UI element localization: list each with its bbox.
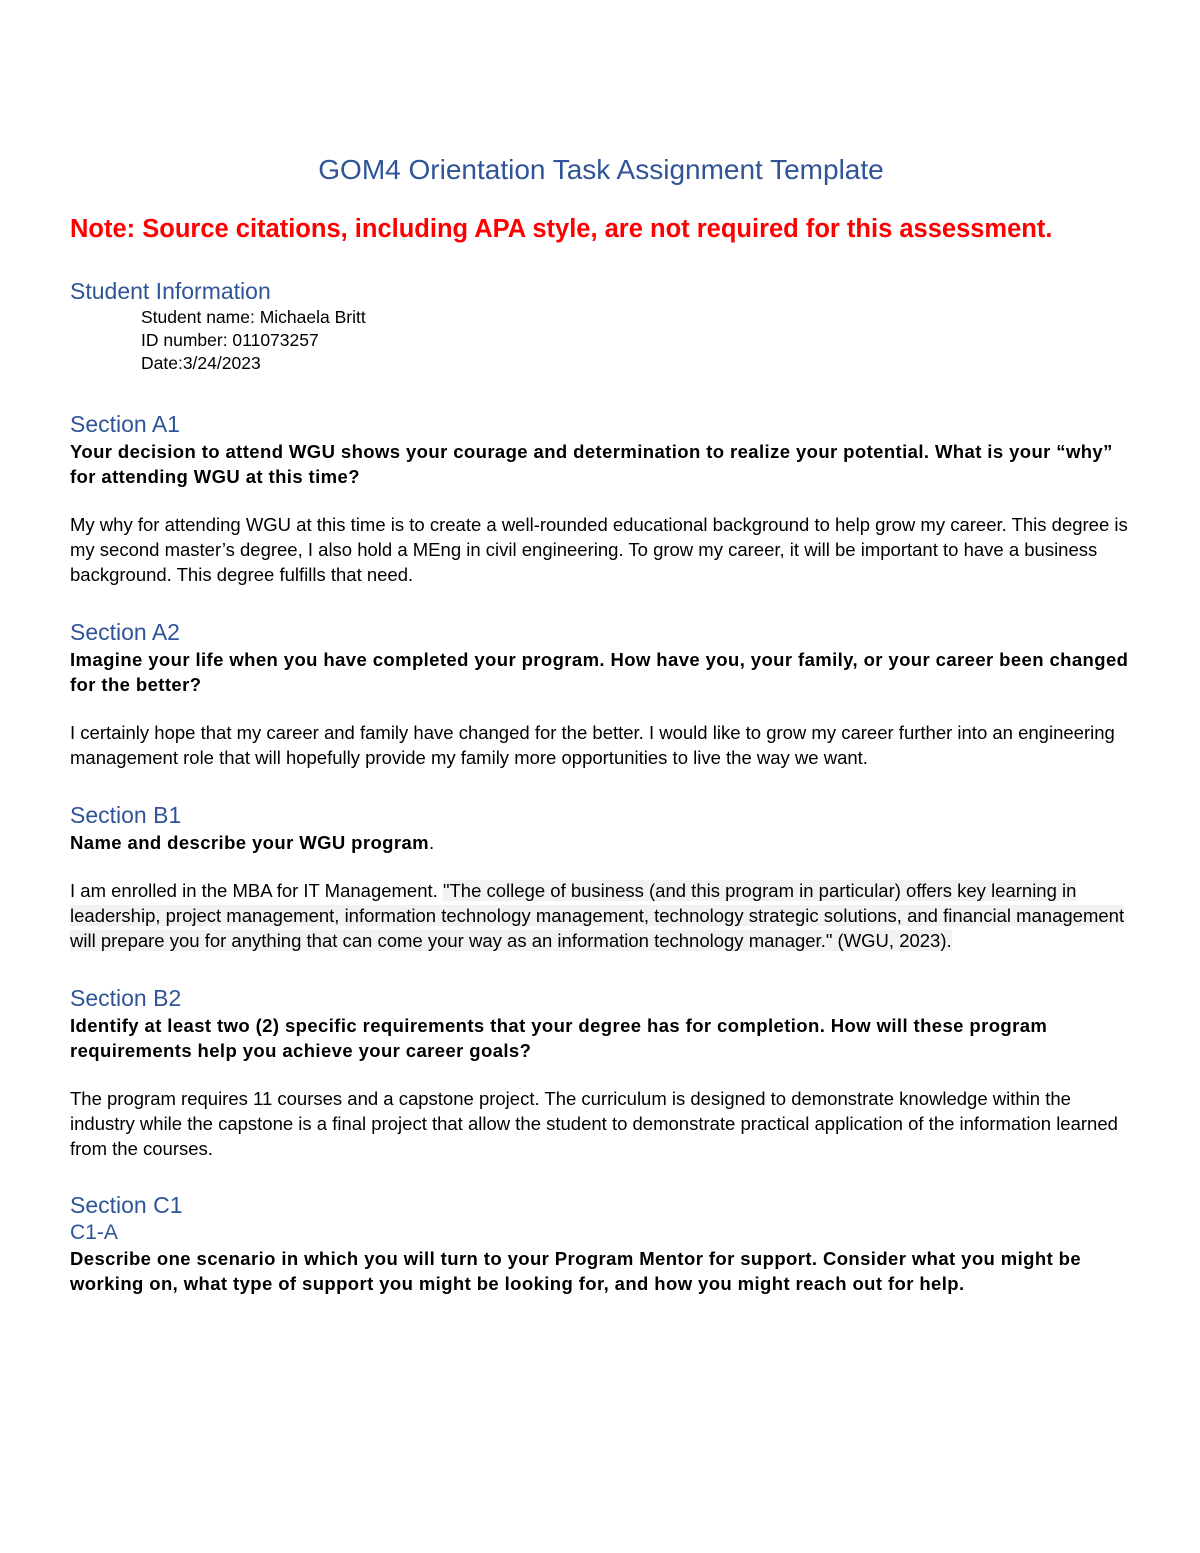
section-c1a-question: Describe one scenario in which you will turn to your Program Mentor for support. Consider what you might be working on, what type of support you might be looking for, and how you might reach out for help. [70, 1248, 1082, 1294]
section-b1-question-suffix: . [429, 832, 435, 853]
section-a1-question: Your decision to attend WGU shows your courage and determination to realize your potential. What is your “why” for attending WGU at this time? [70, 441, 1113, 487]
section-a1-heading: Section A1 [70, 411, 180, 437]
student-name-line: Student name: Michaela Britt [141, 307, 366, 327]
section-a1-answer: My why for attending WGU at this time is to create a well-rounded educational background to help grow my career. This degree is my second master’s degree, I also hold a MEng in civil engineering. To grow my career, it will be important to have a business background. This degree fulfills that need. [70, 514, 1128, 585]
section-a2-question: Imagine your life when you have completed your program. How have you, your family, or your career been changed for the better? [70, 649, 1129, 695]
student-info-block [141, 306, 1132, 375]
section-b1-answer-intro: I am enrolled in the MBA for IT Management. [70, 880, 443, 901]
section-b2-heading: Section B2 [70, 985, 182, 1011]
section-b1-question-line [70, 830, 1132, 855]
section-b1-heading: Section B1 [70, 802, 182, 828]
section-a2-answer: I certainly hope that my career and family have changed for the better. I would like to grow my career further into an engineering management role that will hopefully provide my family more opportunities to live the way we want. [70, 722, 1115, 768]
section-a2-heading: Section A2 [70, 619, 180, 645]
section-b1-question: Name and describe your WGU program [70, 832, 430, 853]
section-c1-heading: Section C1 [70, 1192, 183, 1218]
section-b2-answer: The program requires 11 courses and a capstone project. The curriculum is designed to demonstrate knowledge within the industry while the capstone is a final project that allow the student to demonstrate practical application of the information learned from the courses. [70, 1088, 1118, 1159]
student-information-heading: Student Information [70, 278, 271, 304]
document-title: GOM4 Orientation Task Assignment Template [318, 154, 884, 185]
student-id-line: ID number: 011073257 [141, 330, 319, 350]
section-b1-answer [70, 878, 1132, 953]
student-date-line: Date:3/24/2023 [141, 353, 261, 373]
section-c1a-subheading: C1-A [70, 1221, 118, 1244]
section-b1-answer-quote: "The college of business (and this program in particular) offers key learning in leadership, project management, information technology management, technology strategic solutions, and financial management will prepare you for anything that can come your way as an information technology manager." (WGU, 2023). [70, 880, 1125, 951]
note-text: Note: Source citations, including APA style, are not required for this assessment. [70, 215, 1053, 243]
section-b2-question: Identify at least two (2) specific requirements that your degree has for completion. How will these program requirements help you achieve your career goals? [70, 1015, 1048, 1061]
document-page [70, 150, 1132, 1296]
